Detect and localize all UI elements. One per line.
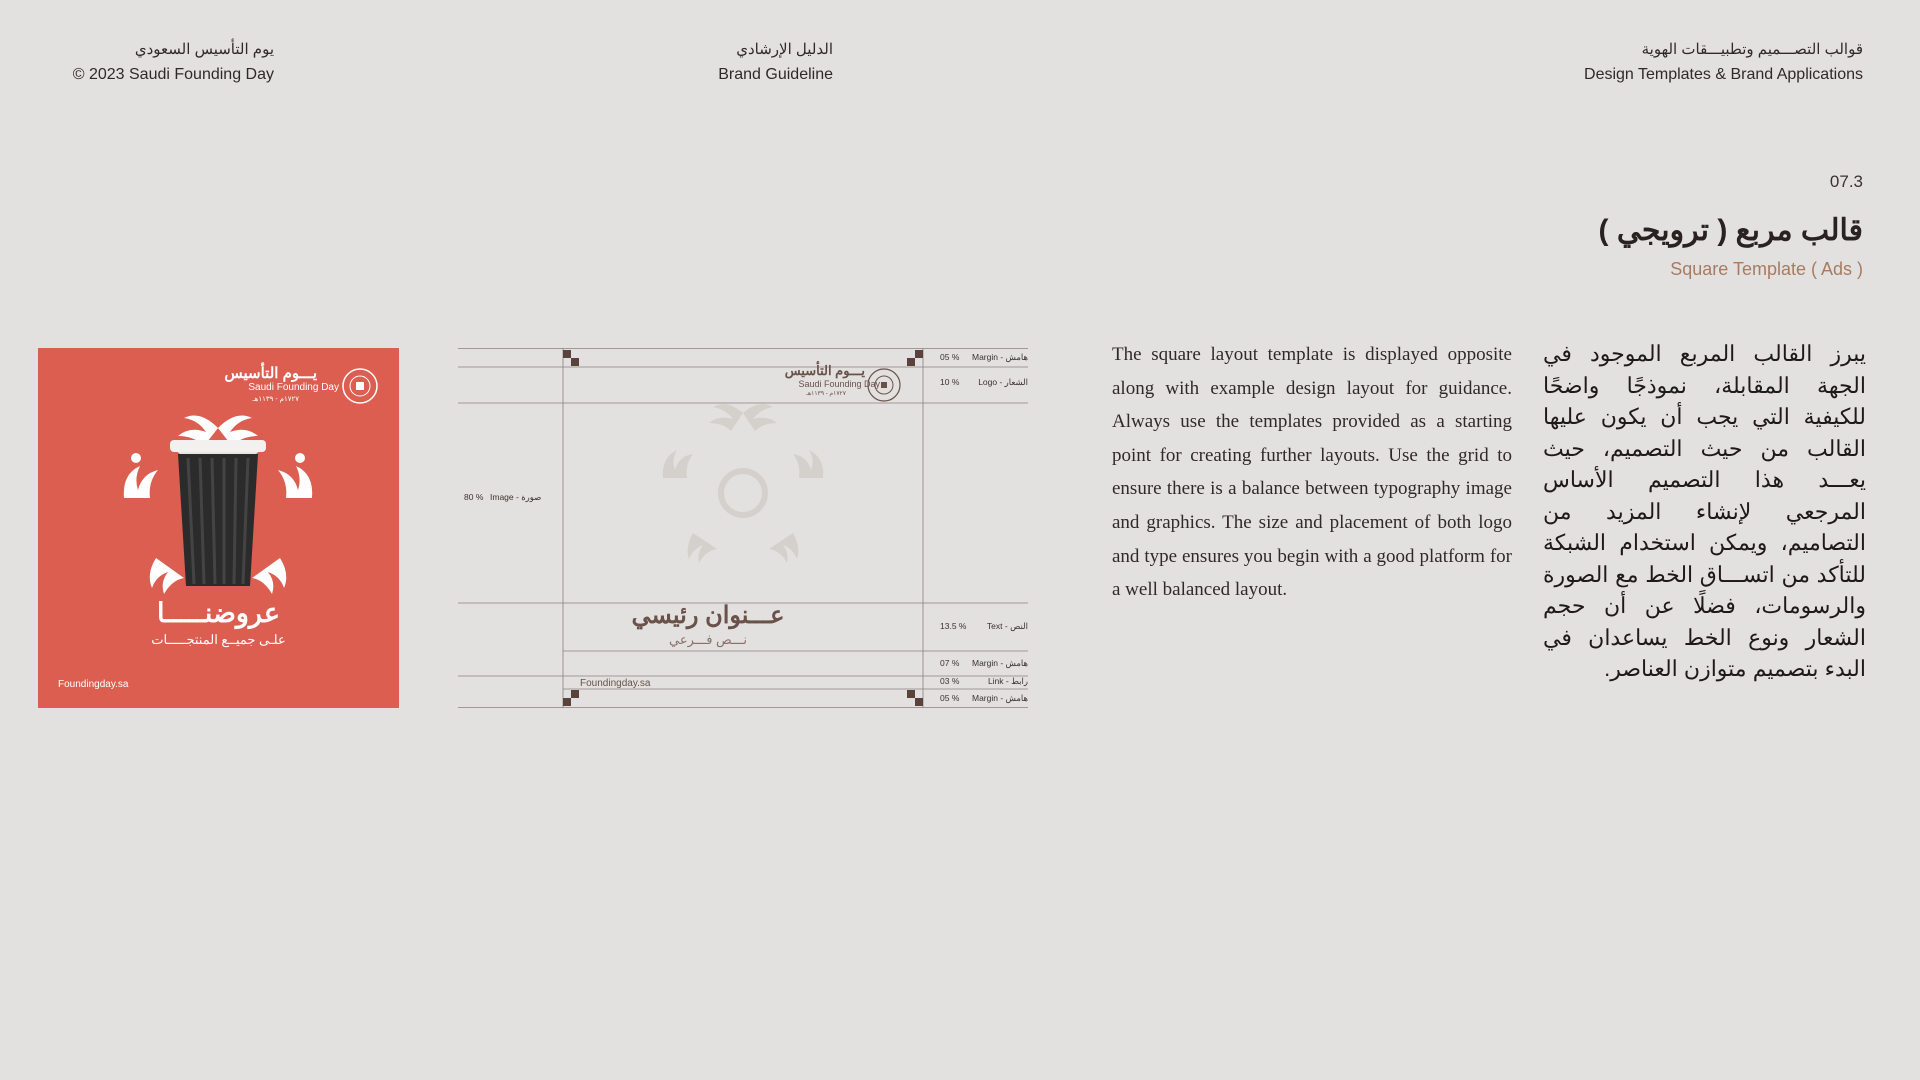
header-left — [52, 37, 274, 87]
wire-logo-ar: يـــوم التأسيس — [784, 363, 865, 378]
image-label: Image - صورة — [490, 492, 542, 502]
header-center — [705, 37, 833, 87]
emblem-icon — [343, 369, 377, 403]
emblem-placeholder-icon — [663, 404, 823, 563]
body-text-ar: يبرز القالب المربع الموجود في الجهة المقابلة، نموذجًا واضحًا للكيفية التي يجب أن يكون عليها القالب من حيث التصميم، حيث يعـــد هذا التصميم الأساس المرجعي لإنشاء المزيد من التصاميم، ويمكن استخدام الشبكة للتأكد من اتســـاق الخط مع الصورة والرسومات، فضلًا عن أن حجم الشعار ونوع الخط يساعدان في البدء بتصميم متوازن العناصر. — [1543, 341, 1866, 681]
header-right-ar: قوالب التصـــميم وتطبيـــقات الهوية — [1641, 41, 1863, 58]
row-label: Logo - الشعار — [978, 377, 1028, 387]
wire-logo-en: Saudi Founding Day — [798, 379, 880, 389]
wire-subheadline: نـــص فـــرعي — [669, 632, 747, 647]
grid-lines — [458, 348, 1028, 708]
row-pct: 13.5 % — [940, 621, 967, 631]
body-text-en: The square layout template is displayed opposite along with example design layout for guidance. Always use the templates provided as a starting point for creating further layouts. Use the grid to ensure there is a balance between typography image and graphics. The size and placement of both logo and type ensures you begin with a good platform for a well balanced layout. — [1112, 344, 1512, 601]
row-label: Margin - هامش — [971, 352, 1028, 362]
header-center-en: Brand Guideline — [718, 66, 833, 83]
section-title-ar: قالب مربع ( ترويجي ) — [1598, 214, 1863, 247]
ad-illustration — [38, 348, 399, 708]
section-number: 07.3 — [1829, 172, 1863, 191]
ad-link: Foundingday.sa — [58, 679, 129, 690]
row-pct: 10 % — [940, 377, 960, 387]
ad-subline: علـى جميــع المنتجـــــات — [151, 632, 286, 647]
row-label: Link - رابط — [987, 676, 1028, 686]
image-pct: 80 % — [464, 492, 484, 502]
wire-headline: عـــنوان رئيسي — [631, 602, 785, 629]
ad-logo-ar: يـــوم التأسيس — [224, 365, 317, 382]
header-left-ar: يوم التأسيس السعودي — [134, 41, 274, 58]
row-pct: 05 % — [940, 693, 960, 703]
row-pct: 05 % — [940, 352, 960, 362]
header-center-ar: الدليل الإرشادي — [736, 41, 833, 58]
ad-example-card — [38, 348, 399, 708]
ad-logo-en: Saudi Founding Day — [248, 382, 339, 393]
template-wireframe — [458, 348, 1028, 708]
wire-logo-date: ١٧٢٧م - ١١٣٩هـ — [806, 391, 846, 397]
header-right-en: Design Templates & Brand Applications — [1584, 66, 1863, 83]
ad-headline: عروضنـــــا — [157, 598, 280, 628]
ad-logo-date: ١٧٢٧م - ١١٣٩هـ — [252, 396, 299, 403]
row-label: Text - النص — [986, 621, 1028, 631]
row-pct: 03 % — [940, 676, 960, 686]
wire-link: Foundingday.sa — [580, 678, 651, 689]
section-title-en: Square Template ( Ads ) — [1670, 259, 1863, 279]
coffee-cup-icon — [170, 440, 266, 586]
row-pct: 07 % — [940, 658, 960, 668]
row-label: Margin - هامش — [971, 658, 1028, 668]
header-left-en: © 2023 Saudi Founding Day — [72, 66, 274, 83]
header-right — [1584, 37, 1863, 87]
row-label: Margin - هامش — [971, 693, 1028, 703]
